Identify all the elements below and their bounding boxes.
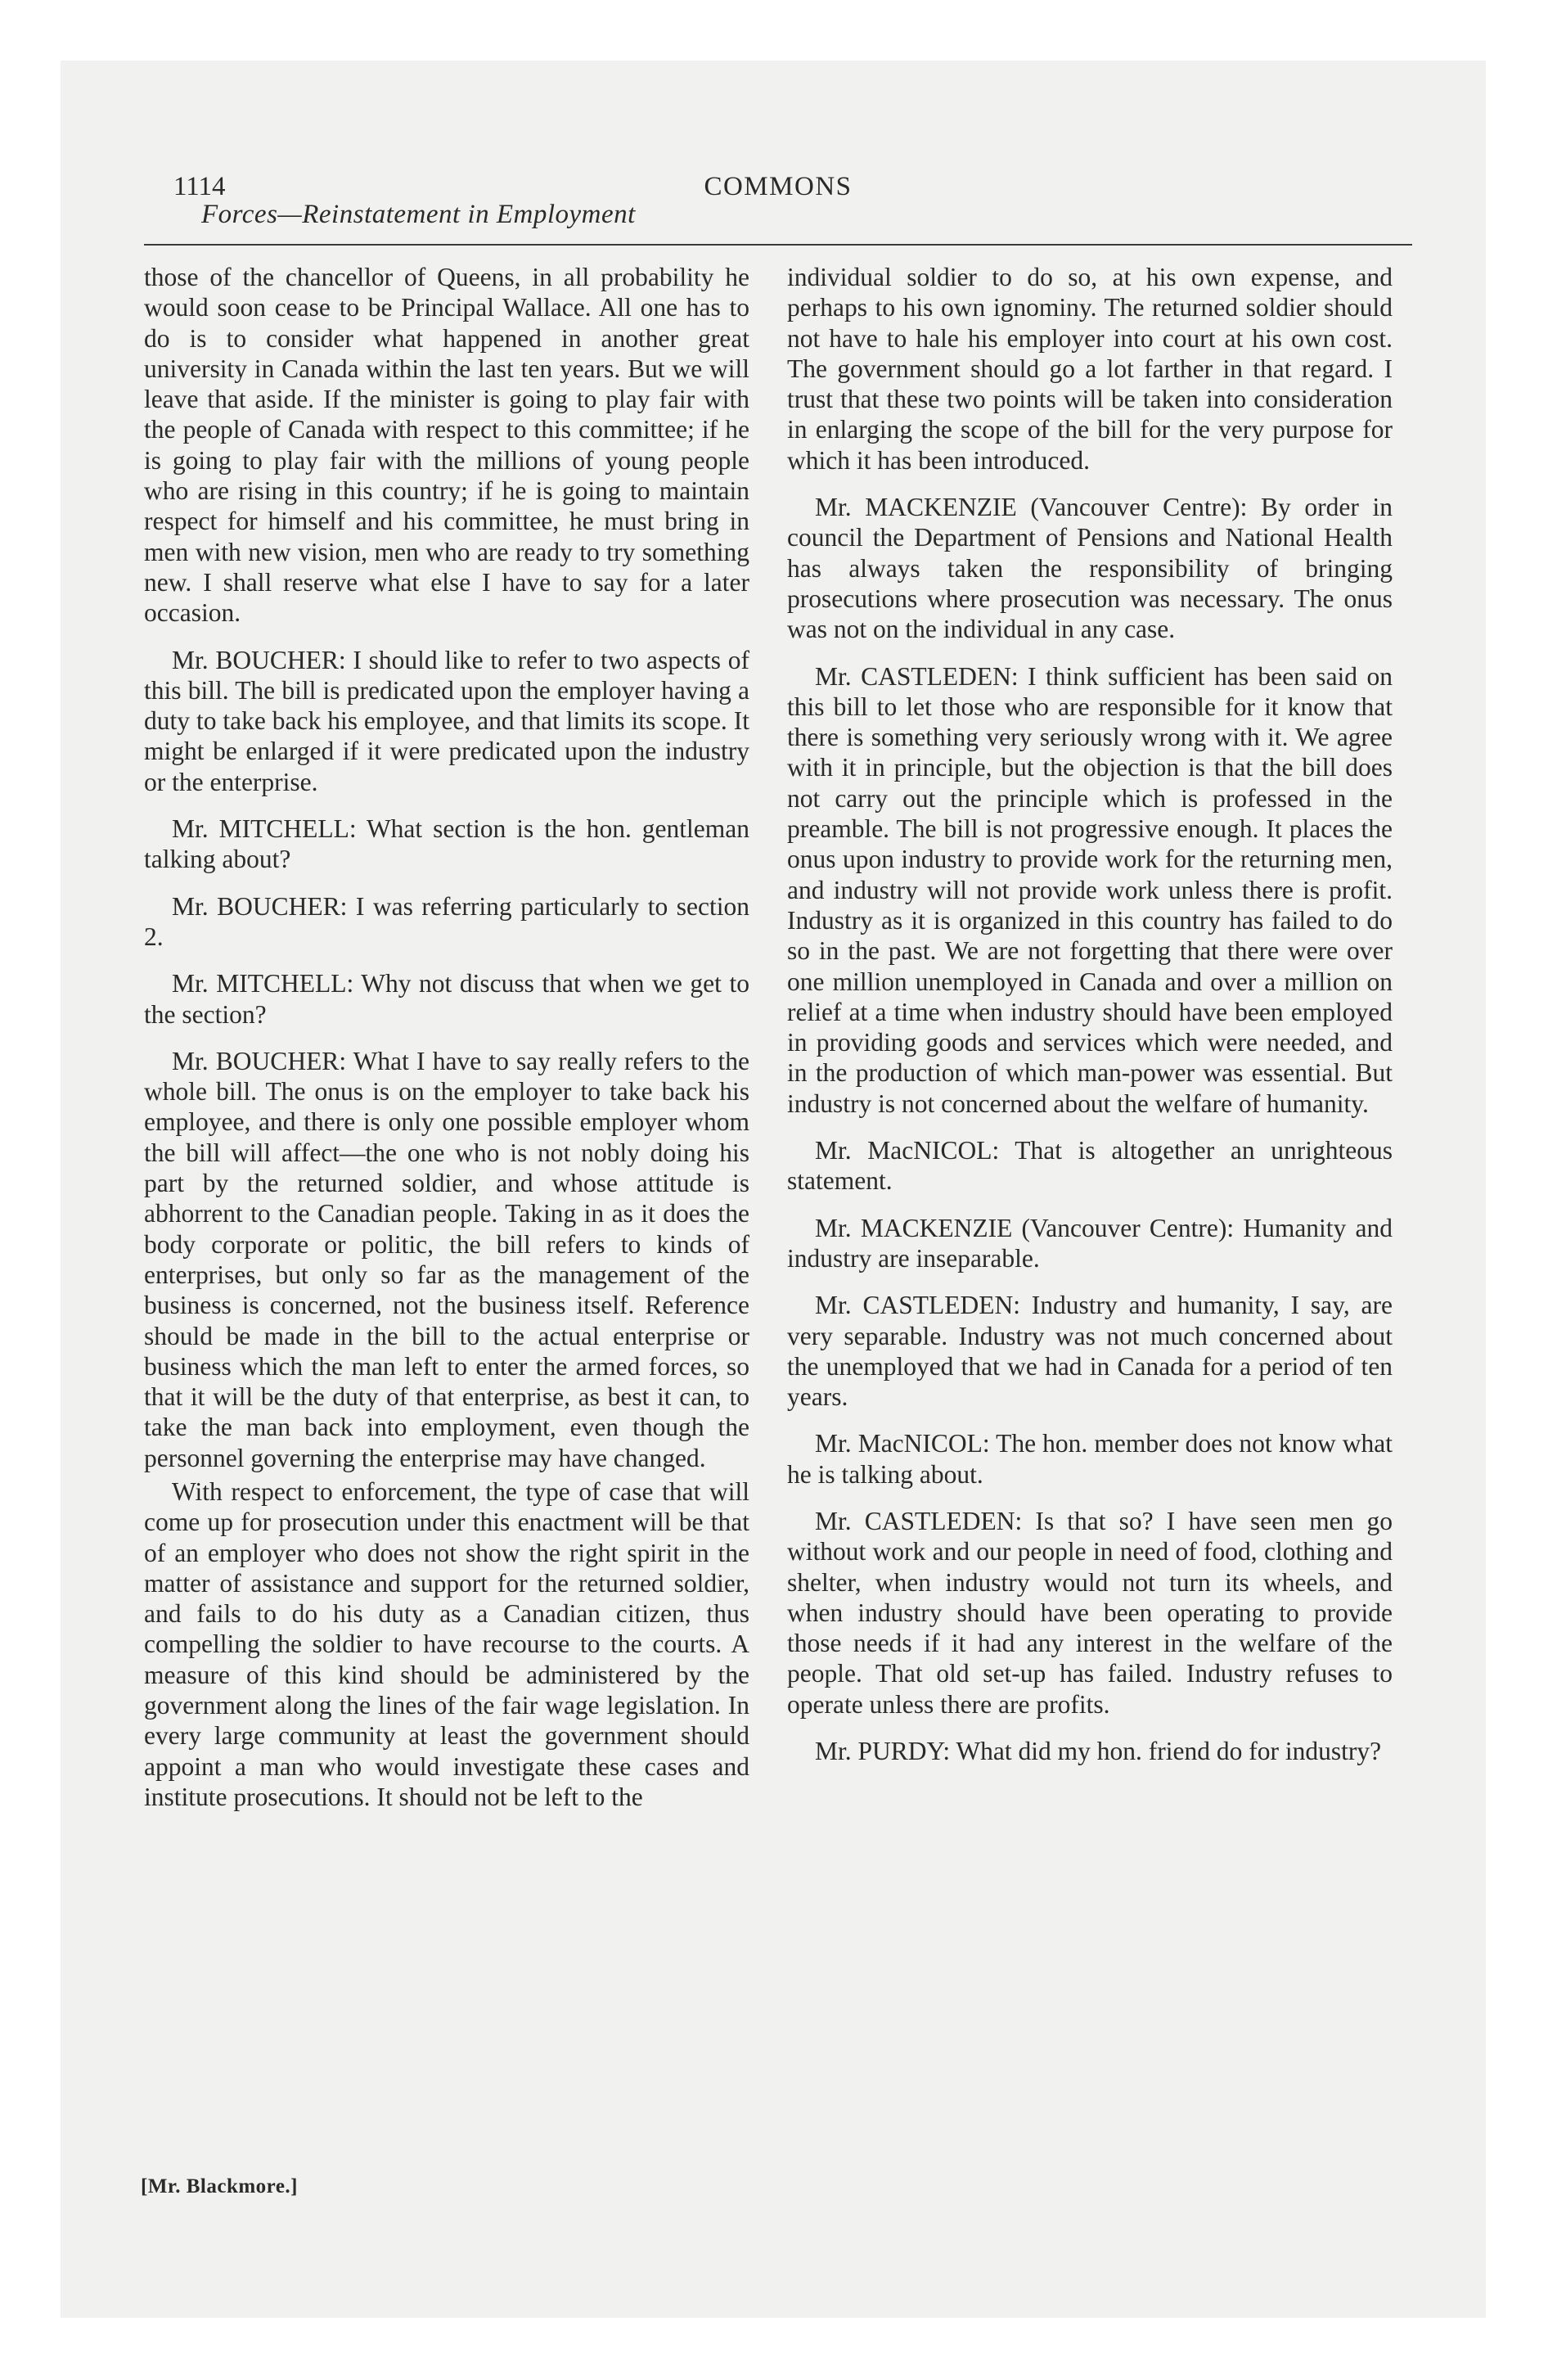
paragraph: Mr. MITCHELL: What section is the hon. gentleman talking about? xyxy=(144,814,749,874)
paragraph: Mr. MITCHELL: Why not discuss that when we get to the section? xyxy=(144,969,749,1029)
paragraph: Mr. BOUCHER: I should like to refer to two aspects of this bill. The bill is predicated upon the employer having a duty to take back his employee, and that limits its scope. It might be enlarged if it were predicated upon the industry or the enterprise. xyxy=(144,645,749,796)
left-column xyxy=(144,262,749,1828)
page-header xyxy=(144,156,1412,237)
page-number: 1114 xyxy=(173,172,226,201)
paragraph: Mr. CASTLEDEN: Is that so? I have seen men go without work and our people in need of food, clothing and shelter, when industry would not turn its wheels, and when industry should have been operating to provide those needs if it had any interest in the welfare of the people. That old set-up has failed. Industry refuses to operate unless there are profits. xyxy=(787,1506,1393,1719)
paragraph: Mr. MACKENZIE (Vancouver Centre): Humanity and industry are inseparable. xyxy=(787,1213,1393,1273)
paragraph: Mr. CASTLEDEN: Industry and humanity, I say, are very separable. Industry was not much concerned about the unemployed that we had in Canada for a period of ten years. xyxy=(787,1291,1393,1412)
running-subject: Forces—Reinstatement in Employment xyxy=(201,200,636,229)
paragraph: Mr. MacNICOL: The hon. member does not know what he is talking about. xyxy=(787,1429,1393,1489)
paragraph: Mr. CASTLEDEN: I think sufficient has been said on this bill to let those who are responsible for it know that there is something very seriously wrong with it. We agree with it in principle, but the objection is that the bill does not carry out the principle which is professed in the preamble. The bill is not progressive enough. It places the onus upon industry to provide work for the returning men, and industry will not provide work unless there is profit. Industry as it is organized in this country has failed to do so in the past. We are not forgetting that there were over one million unemployed in Canada and over a million on relief at a time when industry should have been employed in providing goods and services which were needed, and in the production of which man-power was essential. But industry is not concerned about the welfare of humanity. xyxy=(787,661,1393,1118)
paragraph: Mr. BOUCHER: I was referring particularly to section 2. xyxy=(144,891,749,951)
paragraph: those of the chancellor of Queens, in all probability he would soon cease to be Principal Wallace. All one has to do is to consider what happened in another great university in Canada within the last ten years. But we will leave that aside. If the minister is going to play fair with the people of Canada with respect to this committee; if he is going to play fair with the millions of young people who are rising in this country; if he is going to maintain respect for himself and his committee, he must bring in men with new vision, men who are ready to try something new. I shall reserve what else I have to say for a later occasion. xyxy=(144,263,749,628)
speaker-reference: [Mr. Blackmore.] xyxy=(141,2175,298,2197)
paragraph: Mr. PURDY: What did my hon. friend do for industry? xyxy=(815,1737,1382,1766)
paragraph: Mr. BOUCHER: What I have to say really refers to the whole bill. The onus is on the employer to take back his employee, and there is only one possible employer whom the bill will affect—the one who is not nobly doing his part by the returned soldier, and whose attitude is abhorrent to the Canadian people. Taking in as it does the body corporate or politic, the bill refers to kinds of enterprises, but only so far as the management of the business is concerned, not the business itself. Reference should be made in the bill to the actual enterprise or business which the man left to enter the armed forces, so that it will be the duty of that enterprise, as best it can, to take the man back into employment, even though the personnel governing the enterprise may have changed. xyxy=(144,1046,749,1472)
section-title: COMMONS xyxy=(704,172,853,201)
paragraph: Mr. MacNICOL: That is altogether an unrighteous statement. xyxy=(787,1136,1393,1196)
paragraph: Mr. MACKENZIE (Vancouver Centre): By order in council the Department of Pensions and National Health has always taken the responsibility of bringing prosecutions where prosecution was necessary. The onus was not on the individual in any case. xyxy=(787,493,1393,644)
header-rule xyxy=(144,244,1412,246)
paragraph: With respect to enforcement, the type of case that will come up for prosecution under this enactment will be that of an employer who does not show the right spirit in the matter of assistance and support for the returned soldier, and fails to do his duty as a Canadian citizen, thus compelling the soldier to have recourse to the courts. A measure of this kind should be administered by the government along the lines of the fair wage legislation. In every large community at least the government should appoint a man who would investigate these cases and institute prosecutions. It should not be left to the xyxy=(144,1476,749,1811)
paragraph: individual soldier to do so, at his own expense, and perhaps to his own ignominy. The returned soldier should not have to hale his employer into court at his own cost. The government should go a lot farther in that regard. I trust that these two points will be taken into consideration in enlarging the scope of the bill for the very purpose for which it has been introduced. xyxy=(787,263,1393,475)
right-column xyxy=(787,262,1393,1783)
